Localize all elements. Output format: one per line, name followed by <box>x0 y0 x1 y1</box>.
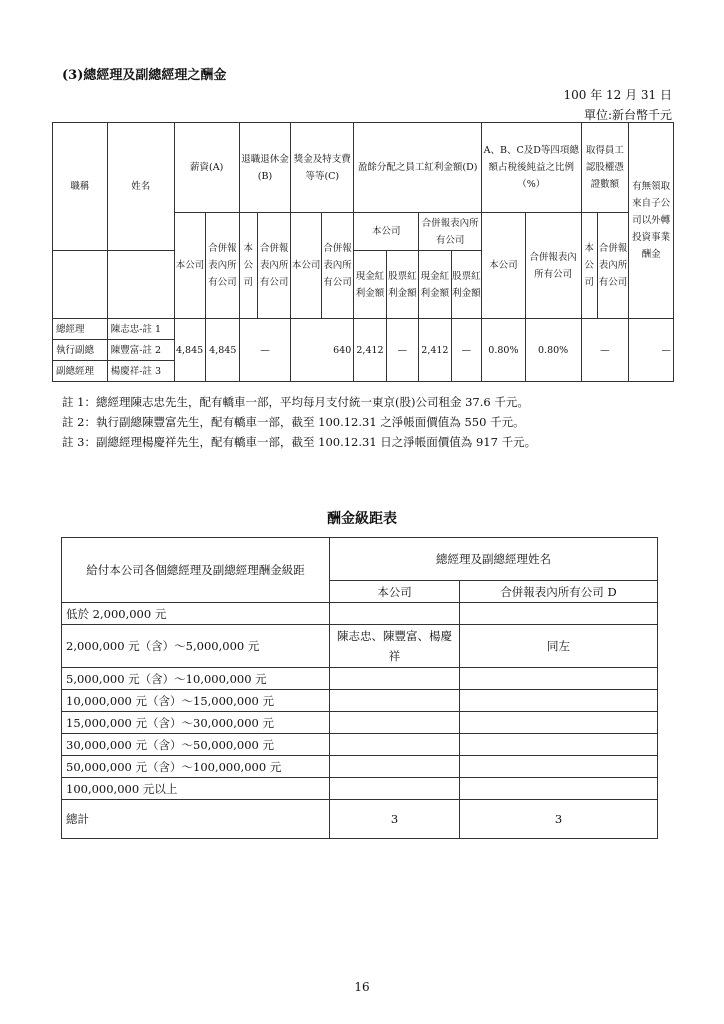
header-bonus-consolidated: 合併報表內所有公司 <box>321 213 353 319</box>
bracket-range: 2,000,000 元（含）～5,000,000 元 <box>62 625 330 668</box>
total-label: 總計 <box>62 800 330 839</box>
header-bracket-consolidated: 合併報表內所有公司 D <box>460 581 658 603</box>
row-title-evp: 執行副總 <box>53 340 108 361</box>
stock-options-value: — <box>581 319 629 382</box>
bracket-company: 陳志忠、陳豐富、楊慶祥 <box>330 625 460 668</box>
bracket-company <box>330 712 460 734</box>
total-consolidated: 3 <box>460 800 658 839</box>
bracket-consolidated <box>460 690 658 712</box>
profit-consolidated-stock-value: — <box>451 319 481 382</box>
header-salary-consolidated: 合併報表內所有公司 <box>206 213 239 319</box>
header-ratio: A、B、C及D等四項總額占稅後純益之比例（%） <box>482 123 581 213</box>
header-bracket-range: 給付本公司各個總經理及副總經理酬金級距 <box>62 538 330 603</box>
header-title: 職稱 <box>53 123 108 251</box>
profit-company-stock-value: — <box>386 319 418 382</box>
section-title: (3)總經理及副總經理之酬金 <box>62 68 227 83</box>
header-profit-consolidated-cash: 現金紅利金額 <box>419 251 451 319</box>
row-title-vp: 副總經理 <box>53 361 108 382</box>
header-profit-consolidated-stock: 股票紅利金額 <box>451 251 481 319</box>
footnotes <box>62 392 536 452</box>
header-profit-company-cash: 現金紅利金額 <box>354 251 386 319</box>
bracket-consolidated <box>460 734 658 756</box>
bracket-consolidated <box>460 756 658 778</box>
bracket-consolidated: 同左 <box>460 625 658 668</box>
bracket-company <box>330 668 460 690</box>
header-bonus: 獎金及特支費等等(C) <box>291 123 354 213</box>
salary-consolidated-value: 4,845 <box>206 319 239 382</box>
bonus-value: 640 <box>291 319 354 382</box>
footnote-1: 註 1：總經理陳志忠先生，配有轎車一部，平均每月支付統一東京(股)公司租金 37.6 千元。 <box>62 395 529 409</box>
header-ratio-consolidated: 合併報表內所有公司 <box>525 213 581 319</box>
row-name-evp: 陳豐富-註 2 <box>107 340 174 361</box>
header-salary-company: 本公司 <box>174 213 205 319</box>
row-name-ceo: 陳志忠-註 1 <box>107 319 174 340</box>
header-bonus-company: 本公司 <box>291 213 321 319</box>
bracket-table-title: 酬金級距表 <box>327 511 397 527</box>
currency-unit: 單位:新台幣千元 <box>583 108 672 122</box>
page-number: 16 <box>354 980 370 994</box>
bracket-company <box>330 690 460 712</box>
header-profit-company: 本公司 <box>354 213 419 251</box>
header-other-compensation: 有無領取來自子公司以外轉投資事業酬金 <box>629 123 674 319</box>
ratio-company-value: 0.80% <box>482 319 526 382</box>
footnote-3: 註 3：副總經理楊慶祥先生，配有轎車一部，截至 100.12.31 日之淨帳面價值為 917 千元。 <box>62 435 537 449</box>
header-pension-consolidated: 合併報表內所有公司 <box>257 213 290 319</box>
pension-value: — <box>239 319 291 382</box>
header-bracket-company: 本公司 <box>330 581 460 603</box>
bracket-consolidated <box>460 712 658 734</box>
total-company: 3 <box>330 800 460 839</box>
header-stock-options: 取得員工認股權憑證數額 <box>581 123 629 213</box>
bracket-company <box>330 756 460 778</box>
footnote-2: 註 2：執行副總陳豐富先生，配有轎車一部，截至 100.12.31 之淨帳面價值為 550 千元。 <box>62 415 525 429</box>
bracket-range: 30,000,000 元（含）～50,000,000 元 <box>62 734 330 756</box>
header-pension: 退職退休金(B) <box>239 123 291 213</box>
bracket-range: 15,000,000 元（含）～30,000,000 元 <box>62 712 330 734</box>
header-profit-sharing: 盈餘分配之員工紅利金額(D) <box>354 123 482 213</box>
blank-title-cell <box>53 251 108 319</box>
bracket-company <box>330 734 460 756</box>
row-title-ceo: 總經理 <box>53 319 108 340</box>
ratio-consolidated-value: 0.80% <box>525 319 581 382</box>
bracket-range: 50,000,000 元（含）～100,000,000 元 <box>62 756 330 778</box>
header-options-consolidated: 合併報表內所有公司 <box>597 213 628 319</box>
bracket-consolidated <box>460 603 658 625</box>
bracket-range: 100,000,000 元以上 <box>62 778 330 800</box>
header-salary: 薪資(A) <box>174 123 239 213</box>
bracket-company <box>330 778 460 800</box>
profit-company-cash-value: 2,412 <box>354 319 386 382</box>
row-name-vp: 楊慶祥-註 3 <box>107 361 174 382</box>
blank-name-cell <box>107 251 174 319</box>
bracket-range: 5,000,000 元（含）～10,000,000 元 <box>62 668 330 690</box>
executive-compensation-table <box>52 122 674 382</box>
bracket-company <box>330 603 460 625</box>
salary-company-value: 4,845 <box>174 319 205 382</box>
header-profit-company-stock: 股票紅利金額 <box>386 251 418 319</box>
bracket-range: 低於 2,000,000 元 <box>62 603 330 625</box>
header-options-company: 本公司 <box>581 213 597 319</box>
header-pension-company: 本公司 <box>239 213 257 319</box>
header-ratio-company: 本公司 <box>482 213 526 319</box>
table-date: 100 年 12 月 31 日 <box>563 88 672 102</box>
other-compensation-value: — <box>629 319 674 382</box>
bracket-range: 10,000,000 元（含）～15,000,000 元 <box>62 690 330 712</box>
compensation-bracket-table <box>61 537 658 839</box>
header-profit-consolidated: 合併報表內所有公司 <box>419 213 482 251</box>
header-executive-names: 總經理及副總經理姓名 <box>330 538 658 581</box>
header-name: 姓名 <box>107 123 174 251</box>
profit-consolidated-cash-value: 2,412 <box>419 319 451 382</box>
bracket-consolidated <box>460 778 658 800</box>
bracket-consolidated <box>460 668 658 690</box>
